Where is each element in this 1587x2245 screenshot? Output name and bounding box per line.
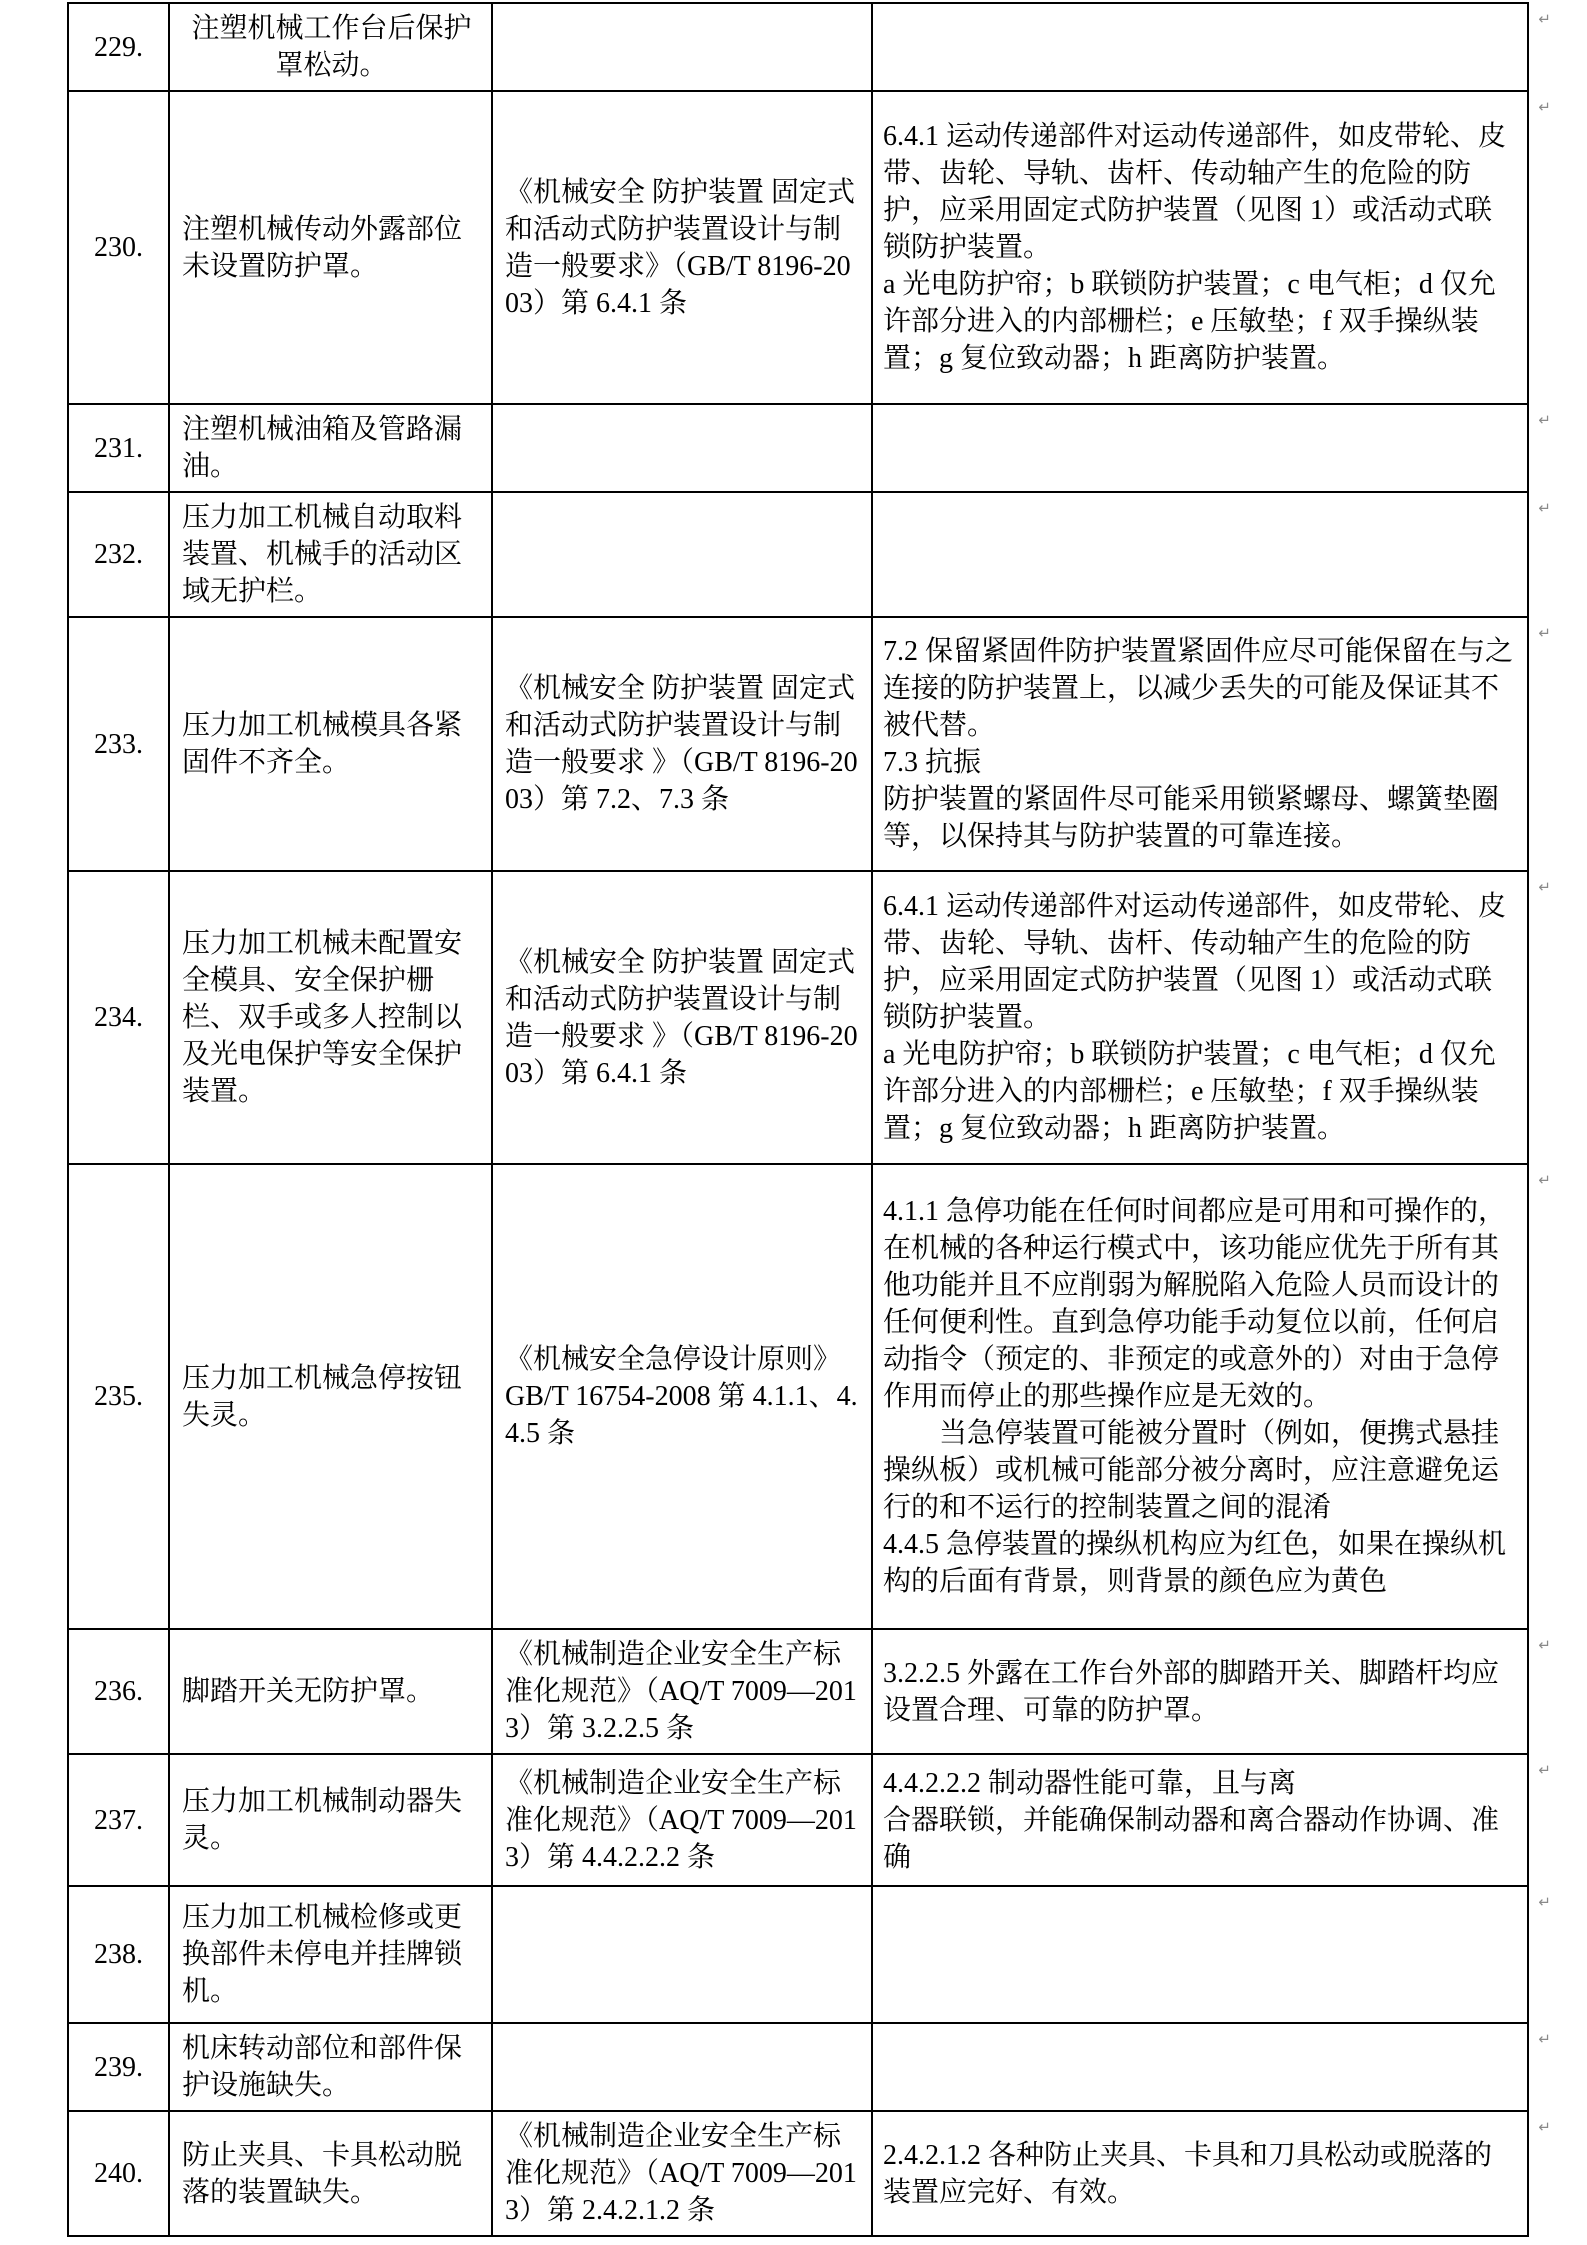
safety-issues-table	[67, 2, 1551, 2237]
paragraph-mark-icon: ↵	[1538, 878, 1551, 896]
problem-text: 压力加工机械检修或更换部件未停电并挂牌锁机。	[182, 1902, 463, 2007]
row-number: 239.	[94, 2051, 143, 2083]
problem-text: 防止夹具、卡具松动脱落的装置缺失。	[182, 2139, 463, 2208]
regulation-cell	[872, 91, 1551, 404]
row-number-cell	[68, 3, 169, 91]
regulation-cell	[872, 3, 1551, 91]
standard-cell	[492, 404, 872, 492]
standard-cell	[492, 91, 872, 404]
regulation-cell	[872, 404, 1551, 492]
problem-cell	[169, 1164, 492, 1629]
paragraph-mark-icon: ↵	[1538, 499, 1551, 517]
regulation-text: 6.4.1 运动传递部件对运动传递部件，如皮带轮、皮带、齿轮、导轨、齿杆、传动轴产生的危险的防护，应采用固定式防护装置（见图 1）或活动式联锁防护装置。 a 光电防护帘；b 联锁防护装置；c 电气柜；d 仅允许部分进入的内部栅栏；e 压敏垫；f 双手操纵装置；g 复位致动器；h 距离防护装置。	[883, 891, 1507, 1144]
row-number: 235.	[94, 1381, 143, 1412]
row-number: 233.	[94, 728, 143, 760]
problem-cell	[169, 1754, 492, 1886]
regulation-cell	[872, 2111, 1551, 2236]
problem-cell	[169, 404, 492, 492]
table-row	[68, 1754, 1528, 1886]
standard-cell	[492, 1164, 872, 1629]
problem-text: 注塑机械传动外露部位未设置防护罩。	[182, 213, 463, 282]
standard-cell	[492, 3, 872, 91]
standard-cell	[492, 492, 872, 617]
table-row	[68, 871, 1528, 1164]
regulation-cell	[872, 1754, 1551, 1886]
row-number-cell	[68, 617, 169, 871]
problem-cell	[169, 617, 492, 871]
standard-text: 《机械安全 防护装置 固定式和活动式防护装置设计与制造一般要求 》（GB/T 8196-2003）第 6.4.1 条	[505, 946, 858, 1089]
row-number-cell	[68, 492, 169, 617]
table-row	[68, 1886, 1528, 2023]
regulation-cell	[872, 1629, 1551, 1754]
row-number: 231.	[94, 432, 143, 464]
row-number-cell	[68, 2111, 169, 2236]
regulation-cell	[872, 2023, 1551, 2111]
paragraph-mark-icon: ↵	[1538, 411, 1551, 429]
row-number: 237.	[94, 1804, 143, 1836]
row-number-cell	[68, 1886, 169, 2023]
standard-cell	[492, 1754, 872, 1886]
problem-text: 压力加工机械未配置安全模具、安全保护栅栏、双手或多人控制以及光电保护等安全保护装置。	[182, 928, 463, 1107]
table-row	[68, 2111, 1528, 2236]
row-number: 238.	[94, 1939, 143, 1970]
problem-text: 脚踏开关无防护罩。	[182, 1676, 435, 1707]
standard-text: 《机械安全急停设计原则》GB/T 16754-2008 第 4.1.1、4.4.5 条	[505, 1344, 858, 1449]
row-number: 229.	[94, 31, 143, 63]
standard-cell	[492, 2111, 872, 2236]
paragraph-mark-icon: ↵	[1538, 1893, 1551, 1911]
problem-cell	[169, 1886, 492, 2023]
regulation-text: 4.4.2.2.2 制动器性能可靠，且与离 合器联锁，并能确保制动器和离合器动作协调、准确	[883, 1767, 1500, 1873]
table-row	[68, 1629, 1528, 1754]
problem-cell	[169, 492, 492, 617]
standard-text: 《机械制造企业安全生产标准化规范》（AQ/T 7009—2013）第 3.2.2.5 条	[505, 1639, 857, 1744]
table-row	[68, 404, 1528, 492]
problem-text: 注塑机械油箱及管路漏油。	[182, 414, 463, 482]
table-row	[68, 2023, 1528, 2111]
row-number-cell	[68, 871, 169, 1164]
standard-text: 《机械制造企业安全生产标准化规范》（AQ/T 7009—2013）第 2.4.2.1.2 条	[505, 2121, 857, 2226]
standard-text: 《机械安全 防护装置 固定式和活动式防护装置设计与制造一般要求》（GB/T 8196-2003）第 6.4.1 条	[505, 176, 856, 319]
row-number-cell	[68, 404, 169, 492]
table-row	[68, 492, 1528, 617]
regulation-cell	[872, 617, 1551, 871]
table-body	[68, 3, 1551, 2236]
standard-cell	[492, 1886, 872, 2023]
regulation-cell	[872, 1164, 1551, 1629]
row-number: 240.	[94, 2158, 143, 2189]
paragraph-mark-icon: ↵	[1538, 1761, 1551, 1779]
row-number: 230.	[94, 232, 143, 263]
standard-text: 《机械制造企业安全生产标准化规范》（AQ/T 7009—2013）第 4.4.2.2.2 条	[505, 1767, 857, 1873]
standard-cell	[492, 2023, 872, 2111]
regulation-cell	[872, 1886, 1551, 2023]
regulation-text: 4.1.1 急停功能在任何时间都应是可用和可操作的，在机械的各种运行模式中，该功能应优先于所有其他功能并且不应削弱为解脱陷入危险人员而设计的任何便利性。直到急停功能手动复位以前，任何启动指令（预定的、非预定的或意外的）对由于急停作用而停止的那些操作应是无效的。 当急停装置可能被分置时（例如，便携式悬挂操纵板）或机械可能部分被分离时，应注意避免运行的和不运行的控制装置之间的混淆 4.4.5 急停装置的操纵机构应为红色，如果在操纵机构的后面有背景，则背景的颜色应为黄色	[883, 1196, 1507, 1597]
row-number-cell	[68, 91, 169, 404]
row-number: 232.	[94, 539, 143, 570]
paragraph-mark-icon: ↵	[1538, 1636, 1551, 1654]
paragraph-mark-icon: ↵	[1538, 624, 1551, 642]
paragraph-mark-icon: ↵	[1538, 1171, 1551, 1189]
standard-cell	[492, 617, 872, 871]
regulation-text: 3.2.2.5 外露在工作台外部的脚踏开关、脚踏杆均应设置合理、可靠的防护罩。	[883, 1657, 1500, 1726]
problem-text: 压力加工机械自动取料装置、机械手的活动区域无护栏。	[182, 502, 463, 607]
problem-text: 机床转动部位和部件保护设施缺失。	[182, 2033, 463, 2101]
regulation-text: 6.4.1 运动传递部件对运动传递部件，如皮带轮、皮带、齿轮、导轨、齿杆、传动轴产生的危险的防护，应采用固定式防护装置（见图 1）或活动式联锁防护装置。 a 光电防护帘；b 联锁防护装置；c 电气柜；d 仅允许部分进入的内部栅栏；e 压敏垫；f 双手操纵装置；g 复位致动器；h 距离防护装置。	[883, 121, 1507, 374]
paragraph-mark-icon: ↵	[1538, 98, 1551, 116]
problem-cell	[169, 871, 492, 1164]
row-number-cell	[68, 1629, 169, 1754]
row-number-cell	[68, 1164, 169, 1629]
regulation-cell	[872, 492, 1551, 617]
paragraph-mark-icon: ↵	[1538, 10, 1551, 28]
standard-cell	[492, 871, 872, 1164]
standard-text: 《机械安全 防护装置 固定式和活动式防护装置设计与制造一般要求 》（GB/T 8196-2003）第 7.2、7.3 条	[505, 673, 858, 815]
table-row	[68, 91, 1528, 404]
row-number: 236.	[94, 1676, 143, 1707]
problem-text: 压力加工机械急停按钮失灵。	[182, 1362, 463, 1431]
problem-cell	[169, 2111, 492, 2236]
paragraph-mark-icon: ↵	[1538, 2118, 1551, 2136]
problem-cell	[169, 91, 492, 404]
paragraph-mark-icon: ↵	[1538, 2030, 1551, 2048]
regulation-text: 7.2 保留紧固件防护装置紧固件应尽可能保留在与之连接的防护装置上，以减少丢失的可能及保证其不被代替。 7.3 抗振 防护装置的紧固件尽可能采用锁紧螺母、螺簧垫圈等，以保持其与防护装置的可靠连接。	[883, 636, 1514, 852]
problem-text: 压力加工机械制动器失灵。	[182, 1786, 463, 1854]
table-row	[68, 617, 1528, 871]
table-row	[68, 3, 1528, 91]
row-number: 234.	[94, 1002, 143, 1033]
problem-text: 注塑机械工作台后保护罩松动。	[191, 13, 472, 81]
regulation-cell	[872, 871, 1551, 1164]
row-number-cell	[68, 1754, 169, 1886]
problem-cell	[169, 1629, 492, 1754]
row-number-cell	[68, 2023, 169, 2111]
problem-cell	[169, 3, 492, 91]
problem-text: 压力加工机械模具各紧固件不齐全。	[182, 710, 463, 778]
table-row	[68, 1164, 1528, 1629]
standard-cell	[492, 1629, 872, 1754]
problem-cell	[169, 2023, 492, 2111]
regulation-text: 2.4.2.1.2 各种防止夹具、卡具和刀具松动或脱落的装置应完好、有效。	[883, 2139, 1493, 2208]
